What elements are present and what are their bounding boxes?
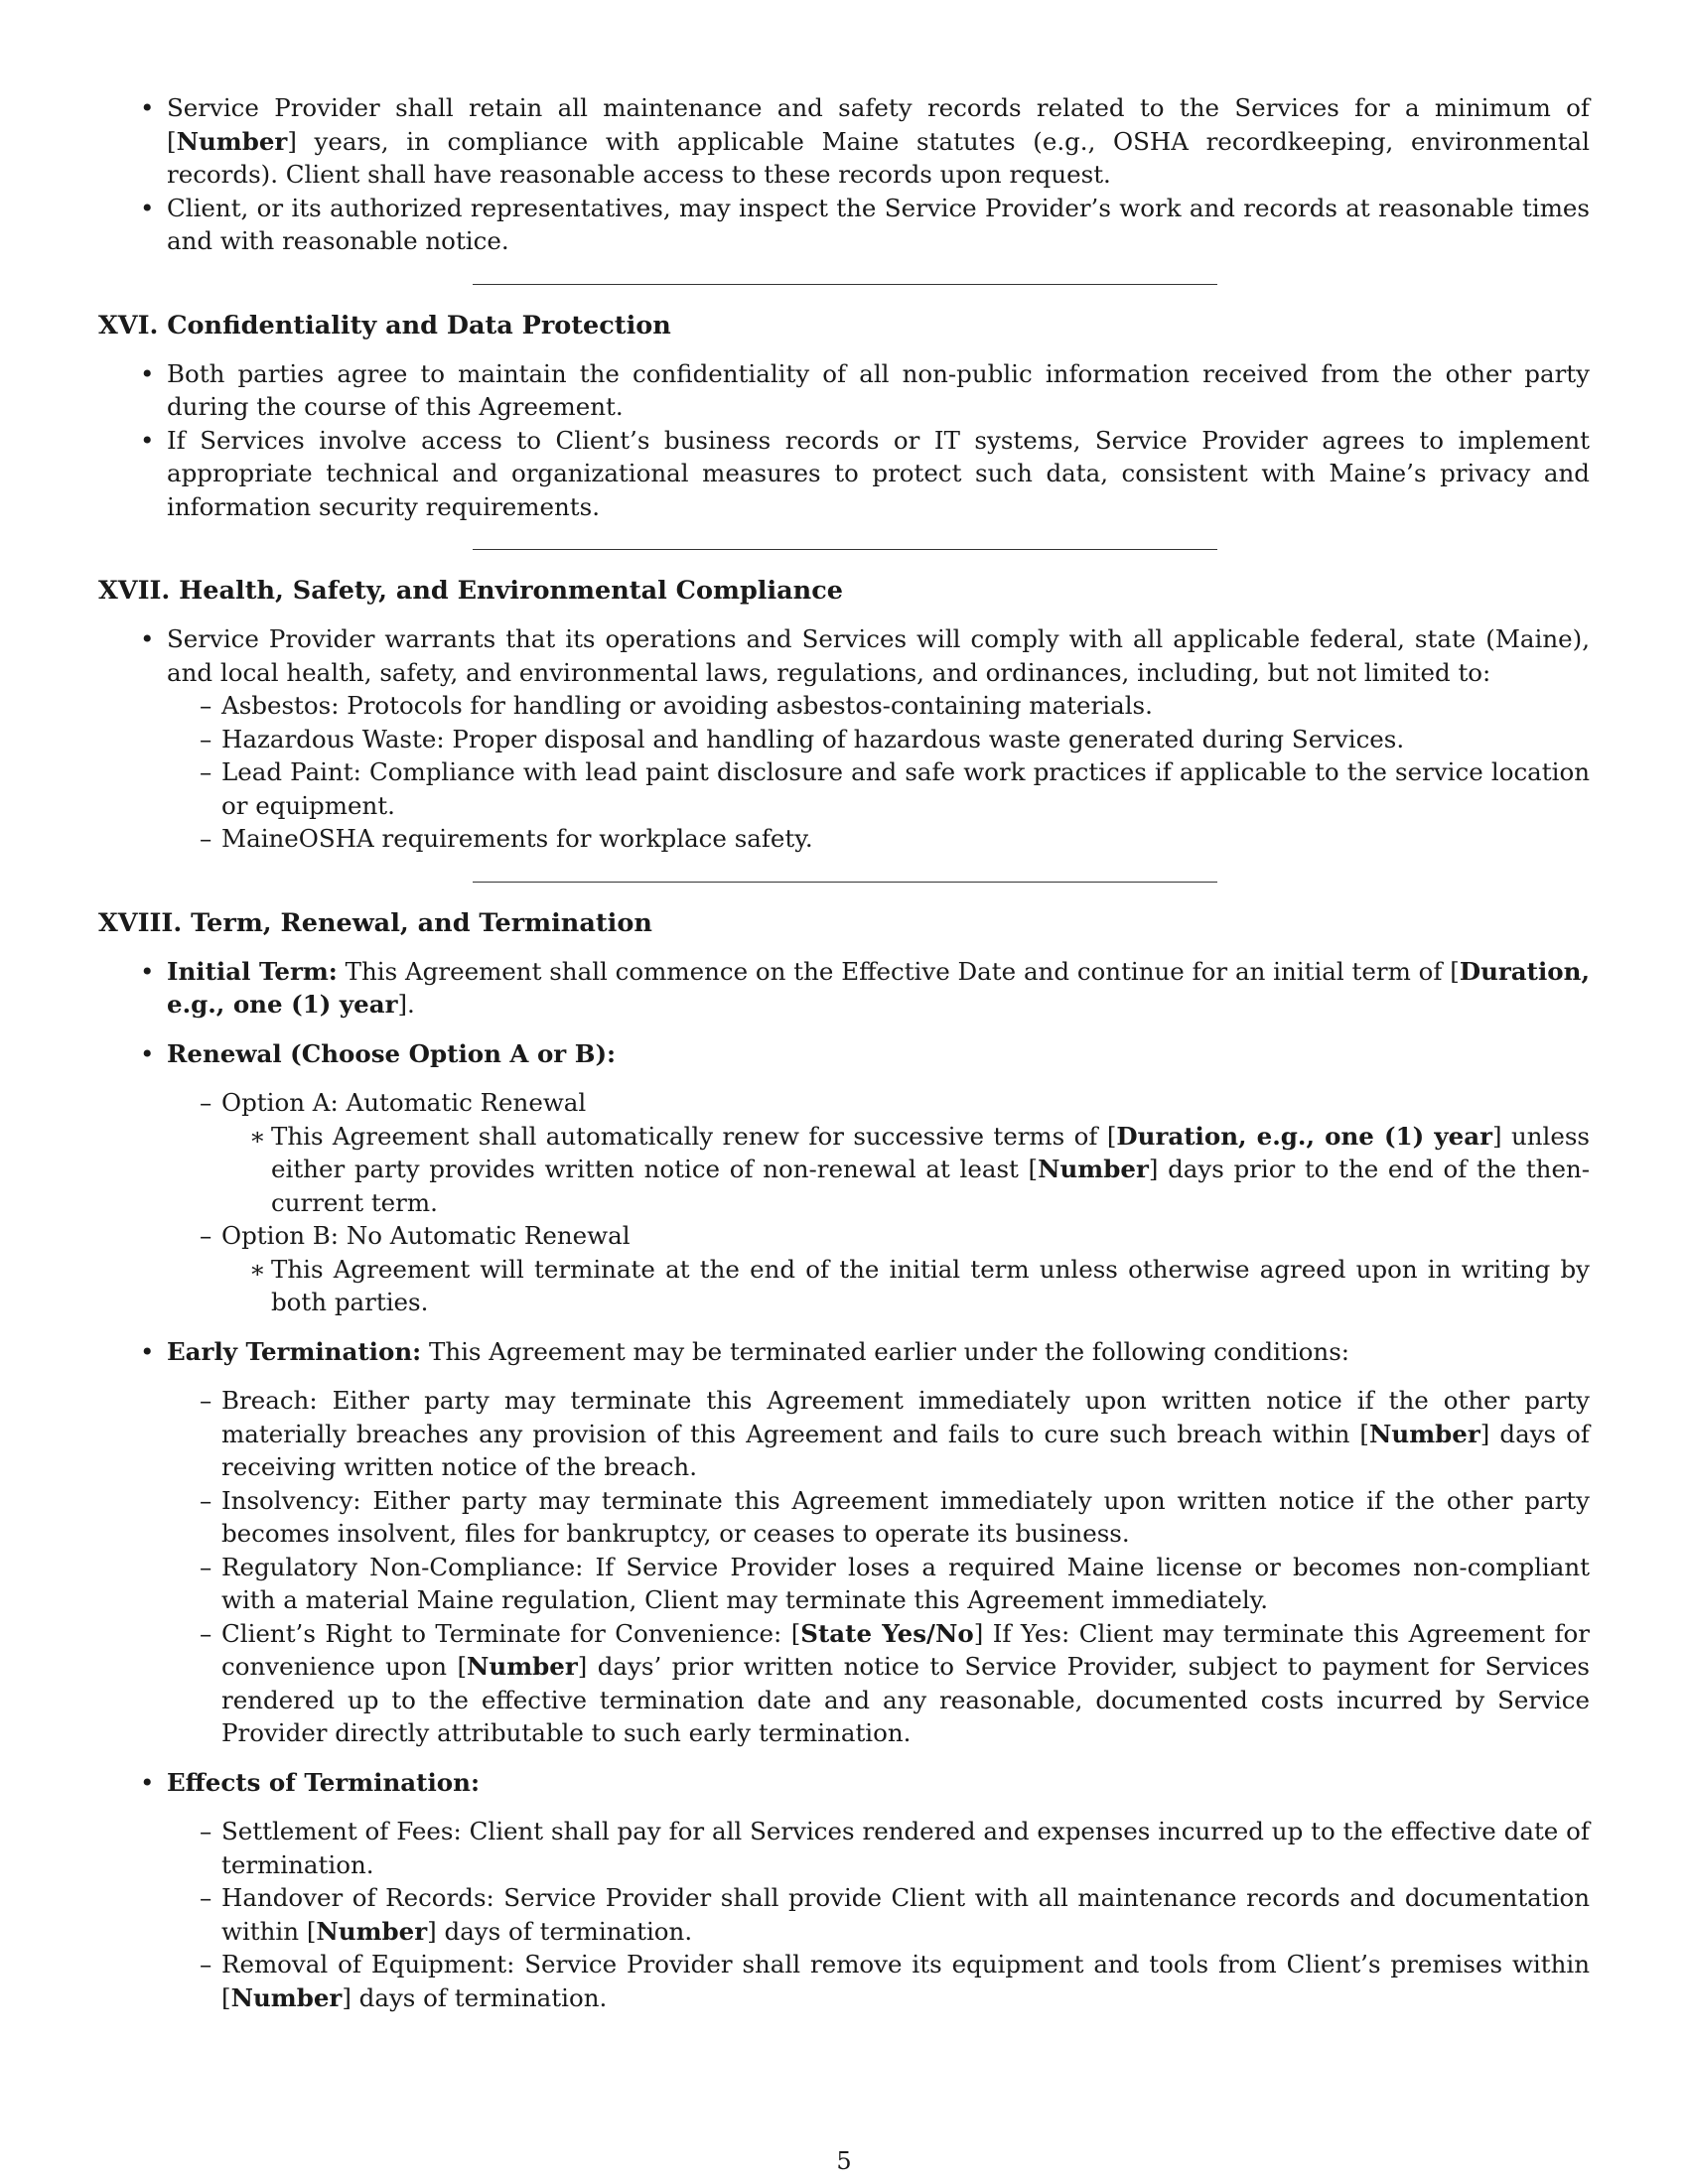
renewal-item: • Renewal (Choose Option A or B): – Option A: Automatic Renewal ∗ This Agreement shall automatically renew for successive terms of [Duration, e.g., one (1) year] unless either party provides written notice of non-renewal at least [Number] days prior to the end of the then-current term. – Option B: No Automatic Renewal ∗ This Agreement will terminate at the end of the initial term unless otherwise agreed upon in writing by both parties.: [98, 1037, 1590, 1319]
list-item: • Client, or its authorized representatives, may inspect the Service Provider’s work and records at reasonable times and with reasonable notice.: [140, 193, 1590, 255]
effects-list: [167, 1815, 1590, 2014]
list-item: – Regulatory Non-Compliance: If Service Provider loses a required Maine license or becomes non-compliant with a material Maine regulation, Client may terminate this Agreement immediately.: [200, 1552, 1590, 1614]
effects-of-termination-item: • Effects of Termination: – Settlement of Fees: Client shall pay for all Services rendered and expenses incurred up to the effective date of termination. – Handover of Records: Service Provider shall provide Client with all maintenance records and documentation within [Number] days of termination. – Removal of Equipment: Service Provider shall remove its equipment and tools from Client’s premises within [Number] days of termination.: [98, 1766, 1590, 2015]
early-termination-conditions: [167, 1384, 1590, 1750]
term-bullets: [98, 955, 1590, 2015]
list-item: – Hazardous Waste: Proper disposal and handling of hazardous waste generated during Services.: [200, 724, 1405, 753]
initial-term-item: • Initial Term: This Agreement shall commence on the Effective Date and continue for an initial term of [Duration, e.g., one (1) year].: [140, 956, 1590, 1019]
list-item: – Asbestos: Protocols for handling or avoiding asbestos-containing materials.: [200, 691, 1153, 720]
section-heading-xvii: XVII. Health, Safety, and Environmental Compliance: [98, 576, 843, 606]
option-b-detail: [221, 1253, 1590, 1319]
list-item: – Breach: Either party may terminate this Agreement immediately upon written notice if the other party materially breaches any provision of this Agreement and fails to cure such breach within [Number] days of receiving written notice of the breach.: [200, 1386, 1590, 1481]
page-number: 5: [836, 2147, 852, 2175]
list-item: • Service Provider shall retain all maintenance and safety records related to the Services for a minimum of [Number] years, in compliance with applicable Maine statutes (e.g., OSHA recordkeeping, environmental records). Client shall have reasonable access to these records upon request.: [140, 93, 1590, 189]
list-item: – Removal of Equipment: Service Provider shall remove its equipment and tools from Client’s premises within [Number] days of termination.: [200, 1950, 1590, 2012]
section-divider: [473, 549, 1217, 550]
list-item: – Option B: No Automatic Renewal ∗ This Agreement will terminate at the end of the initial term unless otherwise agreed upon in writing by both parties.: [160, 1219, 1590, 1319]
section-heading-xviii: XVIII. Term, Renewal, and Termination: [98, 907, 652, 938]
list-item: – Handover of Records: Service Provider shall provide Client with all maintenance records and documentation within [Number] days of termination.: [200, 1883, 1590, 1946]
list-item: • Both parties agree to maintain the confidentiality of all non-public information received from the other party during the course of this Agreement.: [140, 358, 1590, 421]
section-heading-xvi: XVI. Confidentiality and Data Protection: [98, 310, 671, 341]
list-item: – Settlement of Fees: Client shall pay for all Services rendered and expenses incurred up to the effective date of termination.: [200, 1817, 1590, 1879]
list-item: • Service Provider warrants that its operations and Services will comply with all applicable federal, state (Maine), and local health, safety, and environmental laws, regulations, and ordinances, including, but not limited to: – Asbestos: Protocols for handling or avoiding asbestos-containing materials. – Hazardous Waste: Proper disposal and handling of hazardous waste generated during Services. – Lead Paint: Compliance with lead paint disclosure and safe work practices if applicable to the service location or equipment. – MaineOSHA requirements for workplace safety.: [98, 622, 1590, 856]
compliance-bullets: [98, 622, 1590, 856]
compliance-sublist: [167, 689, 1590, 856]
renewal-options: [167, 1086, 1590, 1319]
document-page: [98, 91, 1590, 2014]
list-item: – MaineOSHA requirements for workplace safety.: [200, 824, 813, 853]
confidentiality-bullets: [98, 357, 1590, 524]
list-item: • If Services involve access to Client’s business records or IT systems, Service Provider agrees to implement appropriate technical and organizational measures to protect such data, consistent with Maine’s privacy and information security requirements.: [140, 425, 1590, 521]
records-bullets: [98, 91, 1590, 258]
list-item: – Lead Paint: Compliance with lead paint disclosure and safe work practices if applicable to the service location or equipment.: [200, 757, 1590, 820]
section-divider: [473, 882, 1217, 883]
list-item: – Insolvency: Either party may terminate this Agreement immediately upon written notice if the other party becomes insolvent, files for bankruptcy, or ceases to operate its business.: [200, 1485, 1590, 1548]
list-item: – Option A: Automatic Renewal ∗ This Agreement shall automatically renew for successive terms of [Duration, e.g., one (1) year] unless either party provides written notice of non-renewal at least [Number] days prior to the end of the then-current term.: [160, 1086, 1590, 1219]
list-item: – Client’s Right to Terminate for Convenience: [State Yes/No] If Yes: Client may terminate this Agreement for convenience upon [Number] days’ prior written notice to Service Provider, subject to payment for Services rendered up to the effective termination date and any reasonable, documented costs incurred by Service Provider directly attributable to such early termination.: [200, 1618, 1590, 1747]
list-item: ∗ This Agreement shall automatically renew for successive terms of [Duration, e.g., one (1) year] unless either party provides written notice of non-renewal at least [Number] days prior to the end of the then-current term.: [249, 1121, 1591, 1217]
early-termination-item: • Early Termination: This Agreement may be terminated earlier under the following conditions: – Breach: Either party may terminate this Agreement immediately upon written notice if the other party materially breaches any provision of this Agreement and fails to cure such breach within [Number] days of receiving written notice of the breach. – Insolvency: Either party may terminate this Agreement immediately upon written notice if the other party becomes insolvent, files for bankruptcy, or ceases to operate its business. – Regulatory Non-Compliance: If Service Provider loses a required Maine license or becomes non-compliant with a material Maine regulation, Client may terminate this Agreement immediately. – Client’s Right to Terminate for Convenience: [State Yes/No] If Yes: Client may terminate this Agreement for convenience upon [Number] days’ prior written notice to Service Provider, subject to payment for Services rendered up to the effective termination date and any reasonable, documented costs incurred by Service Provider directly attributable to such early termination.: [98, 1335, 1590, 1750]
section-divider: [473, 284, 1217, 285]
option-a-detail: [221, 1120, 1590, 1220]
list-item: ∗ This Agreement will terminate at the end of the initial term unless otherwise agreed upon in writing by both parties.: [249, 1254, 1590, 1316]
